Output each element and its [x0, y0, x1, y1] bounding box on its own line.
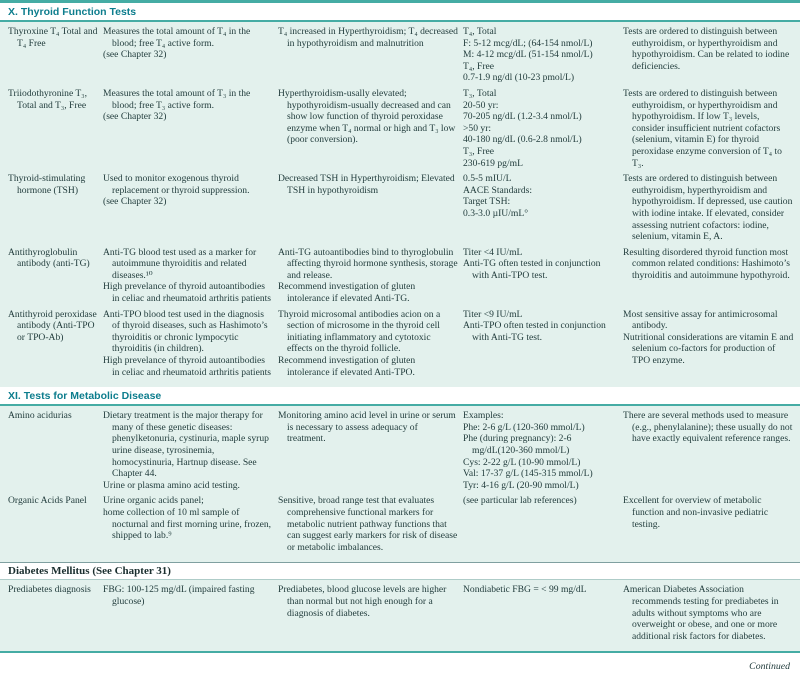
cell-paragraph: Antithyroid peroxidase antibody (Anti-TPO or TPO-Ab)	[8, 308, 97, 343]
cell-paragraph: Recommend investigation of gluten intolerance if elevated Anti-TG.	[278, 281, 416, 305]
cell-paragraph: Cys: 2-22 g/L (10-90 mmol/L)	[463, 456, 581, 468]
cell-name	[8, 173, 98, 243]
cell-paragraph: Phe: 2-6 g/L (120-360 mmol/L)	[463, 421, 585, 433]
cell-notes	[623, 26, 794, 84]
cell-paragraph: Thyroid microsomal antibodies acion on a section of microsome in the thyroid cell initiating inflammatory and cytotoxic effects on the thyroid follicle.	[278, 308, 441, 355]
cell-paragraph: (see Chapter 32)	[103, 111, 167, 123]
cell-paragraph: T₃, Total	[463, 87, 497, 99]
cell-paragraph: Titer <9 IU/mL	[463, 308, 523, 320]
cell-name	[8, 247, 98, 305]
cell-paragraph: Amino acidurias	[8, 410, 72, 422]
cell-paragraph: Urine organic acids panel;	[103, 495, 204, 507]
cell-values	[463, 309, 618, 379]
table-row	[8, 173, 794, 243]
cell-notes	[623, 410, 794, 491]
cell-notes	[623, 173, 794, 243]
cell-paragraph: T₃, Free	[463, 145, 495, 157]
cell-paragraph: Anti-TPO often tested in conjunction with Anti-TG test.	[463, 320, 606, 343]
cell-paragraph: Tests are ordered to distinguish between euthyroidism, hyperthyroidism and hypothyroidism. If depressed, use caution with iodine intake. If elevated, consider assessing nutrient cofactors: iodine, selenium, vitamin E, A.	[623, 173, 793, 243]
cell-paragraph: Target TSH:	[463, 196, 511, 208]
cell-paragraph: T₄ increased in Hyperthyroidism; T₄ decreased in hypothyroidism and malnutrition	[278, 26, 458, 49]
cell-paragraph: Recommend investigation of gluten intolerance if elevated Anti-TPO.	[278, 355, 416, 378]
cell-paragraph: Prediabetes, blood glucose levels are higher than normal but not high enough for a diagnosis of diabetes.	[278, 584, 447, 619]
cell-paragraph: home collection of 10 ml sample of nocturnal and first morning urine, frozen, shipped to lab.⁹	[103, 506, 272, 542]
cell-paragraph: Thyroid-stimulating hormone (TSH)	[8, 173, 86, 196]
cell-paragraph: Monitoring amino acid level in urine or serum is necessary to assess adequacy of treatment.	[278, 410, 456, 445]
cell-name	[8, 88, 98, 169]
cell-paragraph: Examples:	[463, 410, 504, 422]
cell-description	[103, 26, 273, 84]
section-header: Diabetes Mellitus (See Chapter 31)	[0, 562, 800, 580]
cell-paragraph: (see Chapter 32)	[103, 196, 167, 208]
cell-paragraph: 0.5-5 mIU/L	[463, 173, 512, 185]
cell-notes	[623, 584, 794, 642]
cell-paragraph: Sensitive, broad range test that evaluates comprehensive functional markers for metabolic nutrient pathway functions that can suggest early markers for risk of disease or metabolic imbalances.	[278, 495, 458, 553]
cell-paragraph: Organic Acids Panel	[8, 495, 87, 507]
cell-paragraph: Hyperthyroidism-usally elevated; hypothyroidism-usually decreased and can show low function of thyroid peroxidase enzyme when T₄ normal or high and T₃ low (poor conversion).	[278, 87, 456, 146]
cell-paragraph: High prevelance of thyroid autoantibodies in celiac and rheumatoid arthritis patients	[103, 355, 272, 378]
cell-notes	[623, 309, 794, 379]
continued-label: Continued	[749, 661, 790, 673]
table-row	[8, 247, 794, 305]
cell-paragraph: High prevelance of thyroid autoantibodies in celiac and rheumatoid arthritis patients	[103, 281, 272, 305]
cell-values	[463, 410, 618, 491]
cell-paragraph: FBG: 100-125 mg/dL (impaired fasting glucose)	[103, 584, 255, 607]
cell-paragraph: Prediabetes diagnosis	[8, 584, 91, 596]
cell-interpretation	[278, 26, 458, 84]
cell-name	[8, 584, 98, 642]
cell-paragraph: Anti-TG autoantibodies bind to thyroglobulin affecting thyroid hormone synthesis, storage and release.	[278, 246, 458, 281]
cell-paragraph: 20-50 yr:	[463, 99, 499, 111]
cell-paragraph: Val: 17-37 g/L (145-315 mmol/L)	[463, 468, 593, 480]
cell-paragraph: American Diabetes Association recommends testing for prediabetes in adults without symptoms who are overweight or obese, and one or more additional risk factors for diabetes.	[623, 584, 779, 642]
continued-band	[0, 653, 800, 678]
table-row	[8, 309, 794, 379]
cell-paragraph: T₄, Free	[463, 60, 495, 72]
lab-tests-table	[0, 3, 800, 653]
cell-paragraph: Dietary treatment is the major therapy for many of these genetic diseases: phenylketonuria, cystinuria, maple syrup urine disease, tyrosinemia, homocystinuria, Hartnup disease. See Chapter 44.	[103, 410, 269, 480]
cell-values	[463, 88, 618, 169]
cell-paragraph: Tyr: 4-16 g/L (20-90 mmol/L)	[463, 479, 579, 491]
cell-paragraph: (see Chapter 32)	[103, 49, 167, 61]
cell-values	[463, 247, 618, 305]
cell-notes	[623, 495, 794, 553]
cell-description	[103, 410, 273, 491]
cell-paragraph: Measures the total amount of T₃ in the blood; free T₃ active form.	[103, 87, 251, 111]
cell-paragraph: >50 yr:	[463, 122, 492, 134]
section-body	[0, 580, 800, 653]
table-row	[8, 584, 794, 642]
cell-paragraph: Most sensitive assay for antimicrosomal antibody.	[623, 308, 778, 332]
cell-paragraph: Thyroxine T₄ Total and T₄ Free	[8, 26, 98, 49]
cell-name	[8, 495, 98, 553]
cell-name	[8, 26, 98, 84]
cell-paragraph: Urine or plasma amino acid testing.	[103, 479, 240, 491]
cell-paragraph: There are several methods used to measure (e.g., phenylalanine); these usually do not have exactly equivalent reference ranges.	[623, 410, 793, 445]
cell-description	[103, 88, 273, 169]
cell-paragraph: F: 5-12 mcg/dL; (64-154 nmol/L)	[463, 37, 593, 49]
cell-paragraph: Tests are ordered to distinguish between euthyroidism, or hyperthyroidism and hypothyroidism. Can be related to iodine deficiencies.	[623, 26, 790, 72]
cell-description	[103, 309, 273, 379]
cell-paragraph: Anti-TG blood test used as a marker for autoimmune thyroiditis and related diseases.¹⁰	[103, 246, 257, 281]
cell-paragraph: Phe (during pregnancy): 2-6 mg/dL(120-360 mmol/L)	[463, 433, 572, 456]
cell-values	[463, 26, 618, 84]
section-body	[0, 406, 800, 562]
cell-paragraph: Tests are ordered to distinguish between euthyroidism, or hyperthyroidism and hypothyroidism. If low T₃ levels, consider insufficient nutrient cofactors (selenium, vitamin E) for thyroid peroxidase enzyme conversion of T₄ to T₃.	[623, 87, 782, 169]
cell-interpretation	[278, 247, 458, 305]
cell-paragraph: Nutritional considerations are vitamin E and selenium co-factors for production of TPO enzyme.	[623, 331, 794, 367]
section-header: X. Thyroid Function Tests	[0, 3, 800, 22]
cell-paragraph: 0.3-3.0 µIU/mL°	[463, 207, 529, 219]
cell-interpretation	[278, 410, 458, 491]
cell-paragraph: 230-619 pg/mL	[463, 157, 523, 169]
table-row	[8, 495, 794, 553]
cell-values	[463, 495, 618, 553]
cell-paragraph: Titer <4 IU/mL	[463, 246, 523, 258]
section-body	[0, 22, 800, 387]
cell-name	[8, 309, 98, 379]
cell-paragraph: AACE Standards:	[463, 184, 533, 196]
cell-interpretation	[278, 495, 458, 553]
cell-description	[103, 495, 273, 553]
cell-paragraph: Antithyroglobulin antibody (anti-TG)	[8, 246, 90, 270]
cell-paragraph: Decreased TSH in Hyperthyroidism; Elevated TSH in hypothyroidism	[278, 173, 455, 196]
cell-paragraph: T₄, Total	[463, 26, 497, 37]
cell-paragraph: 40-180 ng/dL (0.6-2.8 nmol/L)	[463, 134, 582, 146]
cell-description	[103, 173, 273, 243]
cell-paragraph: Anti-TPO blood test used in the diagnosis of thyroid diseases, such as Hashimoto’s thyroiditis or chronic lympocytic thyroiditis (in children).	[103, 308, 268, 355]
cell-paragraph: 70-205 ng/dL (1.2-3.4 nmol/L)	[463, 111, 582, 123]
cell-paragraph: Resulting disordered thyroid function most common related conditions: Hashimoto’s thyroiditis and autoimmune hypothyroid.	[623, 246, 791, 281]
cell-name	[8, 410, 98, 491]
cell-paragraph: Nondiabetic FBG = < 99 mg/dL	[463, 584, 587, 596]
cell-paragraph: M: 4-12 mcg/dL (51-154 nmol/L)	[463, 49, 593, 61]
cell-description	[103, 584, 273, 642]
cell-interpretation	[278, 309, 458, 379]
cell-values	[463, 584, 618, 642]
cell-paragraph: Anti-TG often tested in conjunction with Anti-TPO test.	[463, 258, 601, 281]
cell-notes	[623, 247, 794, 305]
cell-paragraph: Excellent for overview of metabolic function and non-invasive pediatric testing.	[623, 495, 769, 530]
cell-paragraph: (see particular lab references)	[463, 495, 577, 507]
cell-interpretation	[278, 584, 458, 642]
cell-notes	[623, 88, 794, 169]
cell-interpretation	[278, 173, 458, 243]
cell-paragraph: 0.7-1.9 ng/dl (10-23 pmol/L)	[463, 72, 575, 84]
table-row	[8, 26, 794, 84]
table-row	[8, 88, 794, 169]
table-row	[8, 410, 794, 491]
cell-paragraph: Used to monitor exogenous thyroid replacement or thyroid suppression.	[103, 173, 250, 196]
cell-interpretation	[278, 88, 458, 169]
cell-values	[463, 173, 618, 243]
cell-paragraph: Triiodothyronine T₃, Total and T₃, Free	[8, 87, 88, 111]
section-header: XI. Tests for Metabolic Disease	[0, 387, 800, 406]
cell-description	[103, 247, 273, 305]
cell-paragraph: Measures the total amount of T₄ in the blood; free T₄ active form.	[103, 26, 251, 49]
